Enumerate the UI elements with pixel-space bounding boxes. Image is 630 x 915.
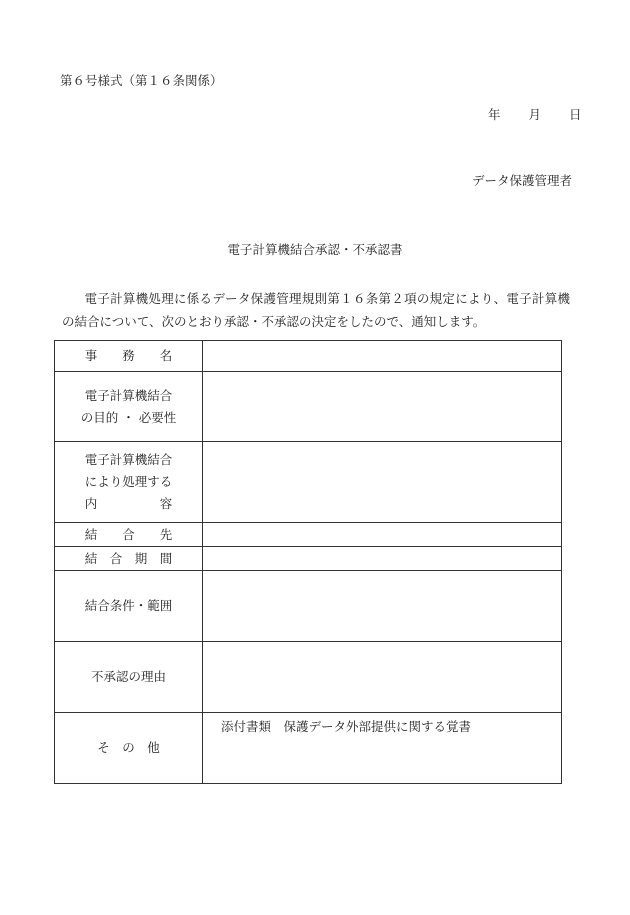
table-row (55, 372, 562, 442)
row-value-purpose-necessity[interactable] (203, 372, 562, 442)
row-value-connection-period[interactable] (203, 547, 562, 571)
table-row (55, 571, 562, 642)
table-row (55, 442, 562, 523)
row-label-connection-period: 結 合 期 間 (55, 547, 203, 571)
row-label-purpose-necessity: 電子計算機結合 の目的 ・ 必要性 (55, 372, 203, 442)
table-row (55, 341, 562, 372)
row-label-processing-content: 電子計算機結合 により処理する 内 容 (55, 442, 203, 523)
table-row (55, 523, 562, 547)
table-row (55, 547, 562, 571)
row-value-connection-destination[interactable] (203, 523, 562, 547)
row-label-connection-destination: 結 合 先 (55, 523, 203, 547)
notification-body-text: 電子計算機処理に係るデータ保護管理規則第１６条第２項の規定により、電子計算機の結合について、次のとおり承認・不承認の決定をしたので、通知します。 (62, 291, 570, 329)
document-title: 電子計算機結合承認・不承認書 (227, 242, 403, 257)
row-value-processing-content[interactable] (203, 442, 562, 523)
row-value-conditions-scope[interactable] (203, 571, 562, 642)
row-value-disapproval-reason[interactable] (203, 642, 562, 713)
attached-documents-note: 添付書類 保護データ外部提供に関する覚書 (221, 719, 472, 734)
date-month-label: 月 (528, 107, 542, 122)
form-number: 第６号様式（第１６条関係） (60, 73, 223, 88)
data-protection-manager: データ保護管理者 (471, 173, 572, 188)
table-row (55, 642, 562, 713)
row-label-disapproval-reason: 不承認の理由 (55, 642, 203, 713)
date-line (488, 105, 582, 123)
date-year-label: 年 (488, 107, 501, 122)
row-value-office-name[interactable] (203, 341, 562, 372)
row-label-office-name: 事 務 名 (55, 341, 203, 372)
row-label-other: そ の 他 (55, 713, 203, 784)
row-label-conditions-scope: 結合条件・範囲 (55, 571, 203, 642)
date-day-label: 日 (569, 107, 582, 122)
